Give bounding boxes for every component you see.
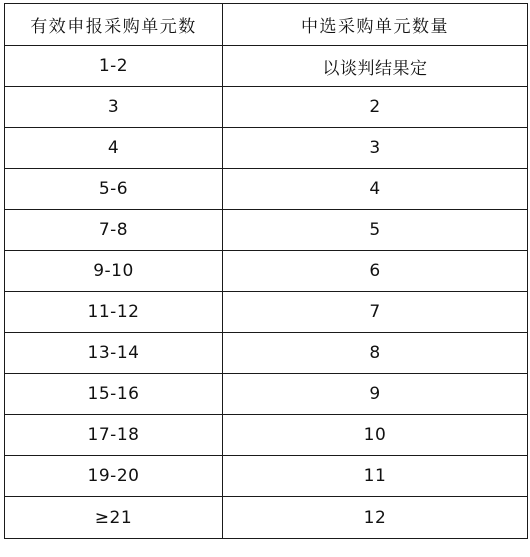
cell-valid-units: 7-8 <box>5 210 223 251</box>
allocation-table-container <box>4 3 527 539</box>
table-row <box>5 251 528 292</box>
cell-selected-units: 9 <box>223 374 528 415</box>
table-row <box>5 497 528 539</box>
table-row <box>5 87 528 128</box>
table-row <box>5 292 528 333</box>
cell-selected-units: 11 <box>223 456 528 497</box>
cell-selected-units: 7 <box>223 292 528 333</box>
table-row <box>5 374 528 415</box>
cell-valid-units: 3 <box>5 87 223 128</box>
table-row <box>5 169 528 210</box>
cell-selected-units: 2 <box>223 87 528 128</box>
cell-valid-units: 9-10 <box>5 251 223 292</box>
header-selected-units: 中选采购单元数量 <box>223 4 528 46</box>
cell-selected-units: 8 <box>223 333 528 374</box>
cell-valid-units: 17-18 <box>5 415 223 456</box>
cell-selected-units: 5 <box>223 210 528 251</box>
table-header-row <box>5 4 528 46</box>
cell-valid-units: 4 <box>5 128 223 169</box>
cell-selected-units: 10 <box>223 415 528 456</box>
cell-selected-units: 以谈判结果定 <box>223 46 528 87</box>
cell-valid-units: 15-16 <box>5 374 223 415</box>
table-row <box>5 46 528 87</box>
cell-valid-units: 19-20 <box>5 456 223 497</box>
cell-valid-units: 13-14 <box>5 333 223 374</box>
table-row <box>5 333 528 374</box>
table-row <box>5 210 528 251</box>
header-valid-units: 有效申报采购单元数 <box>5 4 223 46</box>
table-row <box>5 415 528 456</box>
cell-valid-units: 1-2 <box>5 46 223 87</box>
cell-selected-units: 3 <box>223 128 528 169</box>
table-row <box>5 128 528 169</box>
cell-selected-units: 4 <box>223 169 528 210</box>
cell-selected-units: 12 <box>223 497 528 539</box>
cell-valid-units: 11-12 <box>5 292 223 333</box>
table-row <box>5 456 528 497</box>
allocation-table <box>4 3 528 539</box>
cell-valid-units: ≥21 <box>5 497 223 539</box>
cell-selected-units: 6 <box>223 251 528 292</box>
cell-valid-units: 5-6 <box>5 169 223 210</box>
